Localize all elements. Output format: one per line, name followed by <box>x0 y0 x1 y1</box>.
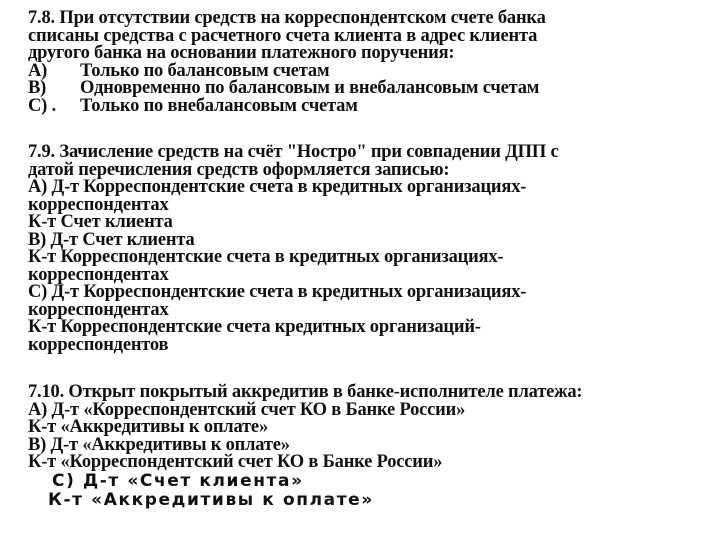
question-7-10 <box>28 384 708 510</box>
answer-option-b: B) Д-т Счет клиента <box>28 229 195 250</box>
answer-option-b: B) Д-т «Аккредитивы к оплате» <box>28 434 290 455</box>
question-7-9-line: 7.9. Зачисление средств на счёт "Ностро" при совпадении ДПП с <box>28 142 559 162</box>
answer-option-c <box>28 95 708 116</box>
question-7-8-line: списаны средства с расчетного счета клиента в адрес клиента <box>28 25 538 46</box>
question-7-8 <box>28 10 708 115</box>
answer-line: К-т Корреспондентские счета кредитных организаций- <box>28 317 481 337</box>
option-letter: A) <box>28 60 48 81</box>
answer-line: К-т «Корреспондентский счет КО в Банке России» <box>28 452 443 472</box>
answer-line: К-т «Аккредитивы к оплате» <box>48 489 374 510</box>
answer-line: К-т Корреспондентские счета в кредитных организациях- <box>28 247 504 267</box>
question-7-9 <box>28 144 708 354</box>
answer-option-a: A) Д-т «Корреспондентский счет КО в Банке России» <box>28 399 466 420</box>
option-text: Только по балансовым счетам <box>80 60 330 81</box>
answer-line: К-т Счет клиента <box>28 212 173 232</box>
answer-line: корреспондентах <box>28 194 169 215</box>
answer-line: корреспондентах <box>28 264 169 285</box>
answer-option-c: C) Д-т Корреспондентские счета в кредитных организациях- <box>28 282 527 302</box>
answer-line: К-т «Аккредитивы к оплате» <box>28 417 268 437</box>
question-7-8-line: другого банка на основании платежного поручения: <box>28 43 455 63</box>
question-7-9-line: датой перечисления средств оформляется записью: <box>28 159 450 180</box>
option-letter: C) . <box>28 95 56 116</box>
answer-option-c: C) Д-т «Счет клиента» <box>52 470 304 491</box>
option-letter: B) <box>28 78 47 98</box>
answer-line: корреспондентах <box>28 299 169 320</box>
question-7-10-line: 7.10. Открыт покрытый аккредитив в банке-исполнителе платежа: <box>28 382 583 402</box>
answer-option-a: A) Д-т Корреспондентские счета в кредитных организациях- <box>28 177 527 197</box>
option-text: Только по внебалансовым счетам <box>80 95 358 116</box>
answer-line: корреспондентов <box>28 334 169 355</box>
answer-option-c-block <box>28 472 708 510</box>
option-text: Одновременно по балансовым и внебалансовым счетам <box>80 78 540 98</box>
question-7-8-line: 7.8. При отсутствии средств на корреспондентском счете банка <box>28 8 546 28</box>
